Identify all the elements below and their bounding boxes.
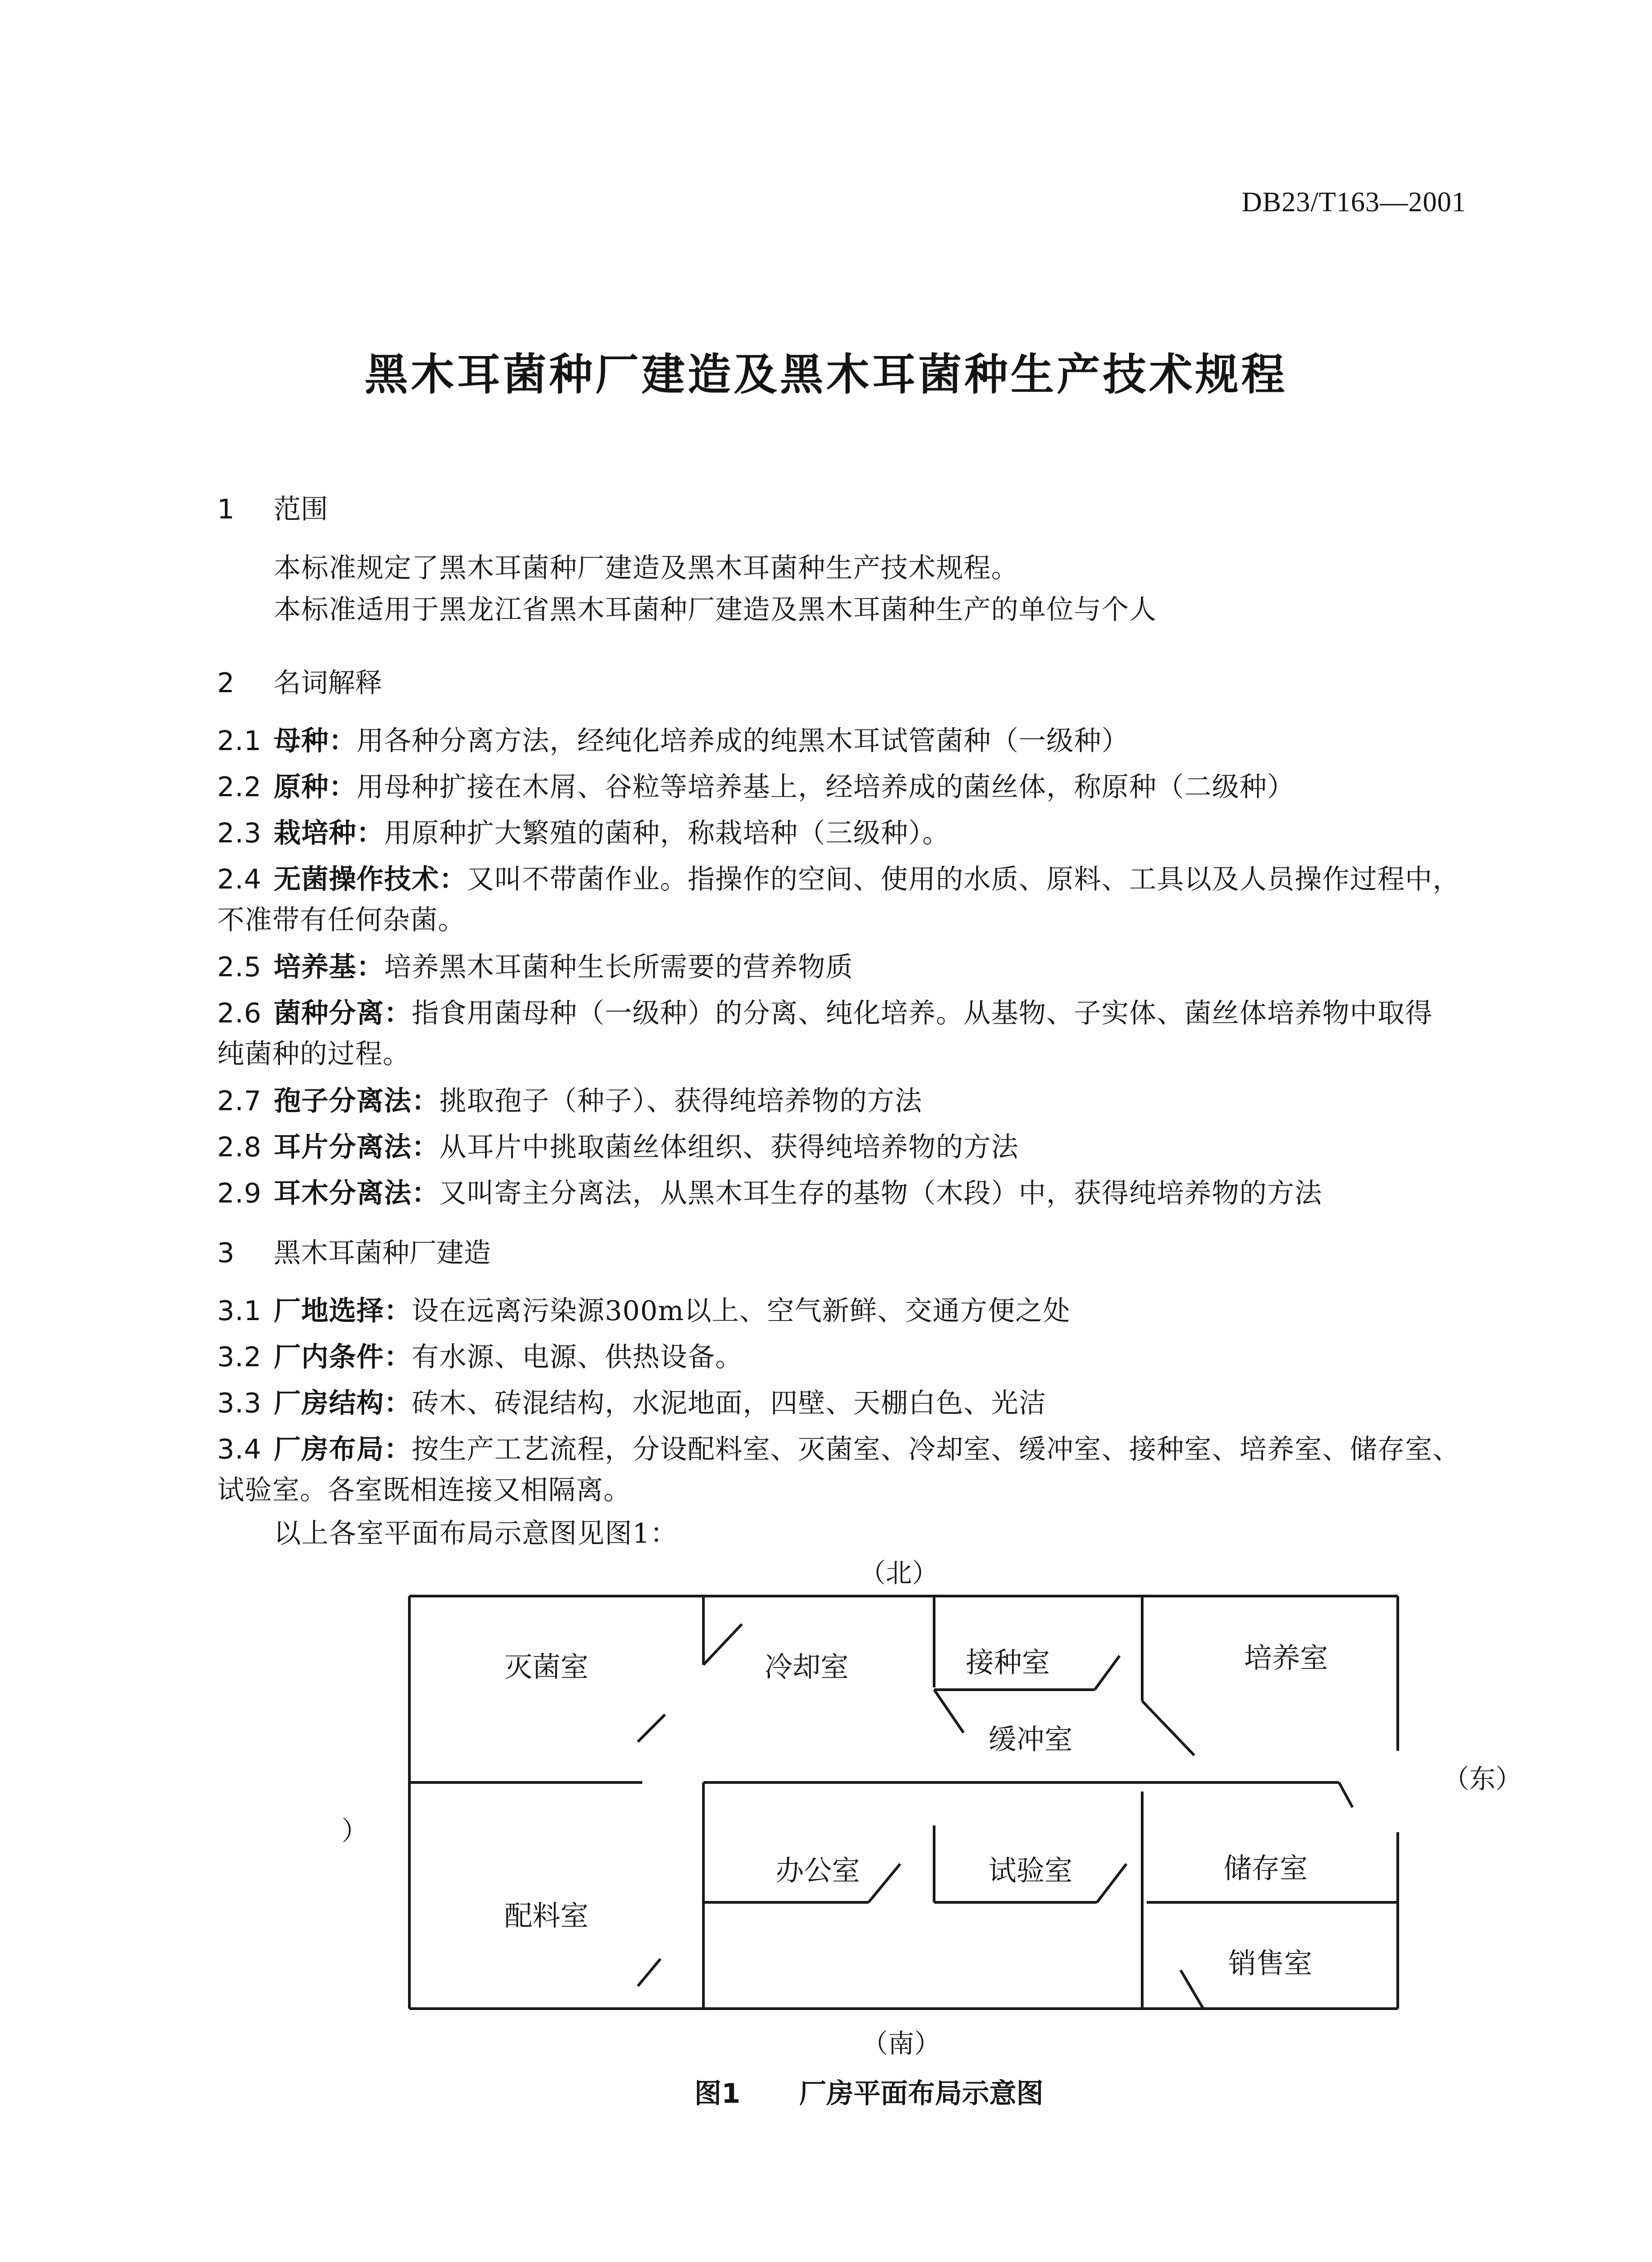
- room-label-office: 办公室: [776, 1854, 860, 1887]
- definition-item: 2.9 耳木分离法：又叫寄主分离法，从黑木耳生存的基物（木段）中，获得纯培养物的方法: [217, 1178, 1322, 1209]
- section-2-heading: 2 名词解释: [217, 667, 382, 699]
- figure-caption: [694, 2072, 1044, 2111]
- definition-item: 2.2 原种：用母种扩接在木屑、谷粒等培养基上，经培养成的菌丝体，称原种（二级种）: [217, 771, 1295, 803]
- definition-item-continuation: 不准带有任何杂菌。: [217, 904, 465, 936]
- construction-item: 3.2 厂内条件：有水源、电源、供热设备。: [217, 1341, 743, 1373]
- door-mark: [638, 1959, 660, 1986]
- door-mark: [638, 1715, 665, 1742]
- definition-item: 2.1 母种：用各种分离方法，经纯化培养成的纯黑木耳试管菌种（一级种）: [217, 725, 1129, 757]
- room-label-inoculation: 接种室: [966, 1646, 1050, 1679]
- section-3-heading: 3 黑木耳菌种厂建造: [217, 1237, 491, 1269]
- room-label-sales: 销售室: [1228, 1947, 1313, 1980]
- north-label: （北）: [859, 1558, 939, 1588]
- figure-title: 厂房平面布局示意图: [799, 2078, 1044, 2110]
- room-label-buffer: 缓冲室: [988, 1723, 1073, 1756]
- south-label: （南）: [862, 2028, 941, 2059]
- door-mark: [869, 1864, 900, 1902]
- door-mark: [1181, 1970, 1203, 2009]
- room-label-sterilization: 灭菌室: [504, 1650, 589, 1683]
- room-label-storage: 储存室: [1224, 1852, 1308, 1885]
- section-1-paragraph: 本标准适用于黑龙江省黑木耳菌种厂建造及黑木耳菌种生产的单位与个人: [274, 594, 1157, 626]
- section-1-heading: 1 范围: [217, 494, 328, 525]
- door-mark: [1142, 1701, 1194, 1755]
- document-title: 黑木耳菌种厂建造及黑木耳菌种生产技术规程: [365, 349, 1287, 400]
- definition-item-continuation: 纯菌种的过程。: [217, 1038, 410, 1070]
- construction-item: 3.1 厂地选择：设在远离污染源300m以上、空气新鲜、交通方便之处: [217, 1295, 1071, 1327]
- door-mark: [703, 1624, 742, 1665]
- room-label-culture: 培养室: [1244, 1641, 1329, 1674]
- section-1-paragraph: 本标准规定了黑木耳菌种厂建造及黑木耳菌种生产技术规程。: [274, 552, 1019, 584]
- door-mark: [1095, 1656, 1120, 1690]
- west-label: ）: [342, 1815, 368, 1846]
- construction-item: 3.4 厂房布局：按生产工艺流程，分设配料室、灭菌室、冷却室、缓冲室、接种室、培养室、储存室、: [217, 1434, 1460, 1465]
- definition-item: 2.6 菌种分离：指食用菌母种（一级种）的分离、纯化培养。从基物、子实体、菌丝体培养物中取得: [217, 998, 1433, 1029]
- document-code: DB23/T163—2001: [1242, 187, 1467, 218]
- door-mark: [1097, 1864, 1126, 1902]
- east-label: （东）: [1443, 1763, 1522, 1794]
- construction-item-continuation: 试验室。各室既相连接又相隔离。: [217, 1474, 631, 1506]
- figure-intro: 以上各室平面布局示意图见图1：: [274, 1518, 678, 1549]
- definition-item: 2.5 培养基：培养黑木耳菌种生长所需要的营养物质: [217, 951, 853, 983]
- room-label-cooling: 冷却室: [764, 1650, 849, 1683]
- definition-item: 2.4 无菌操作技术：又叫不带菌作业。指操作的空间、使用的水质、原料、工具以及人员操作过程中，: [217, 864, 1460, 895]
- definition-item: 2.8 耳片分离法：从耳片中挑取菌丝体组织、获得纯培养物的方法: [217, 1131, 1019, 1163]
- definition-item: 2.3 栽培种：用原种扩大繁殖的菌种，称栽培种（三级种）。: [217, 817, 950, 849]
- construction-item: 3.3 厂房结构：砖木、砖混结构，水泥地面，四壁、天棚白色、光洁: [217, 1388, 1046, 1419]
- door-mark: [1339, 1782, 1353, 1807]
- room-label-batching: 配料室: [504, 1899, 589, 1932]
- room-label-test: 试验室: [988, 1854, 1073, 1887]
- door-mark: [934, 1690, 964, 1733]
- figure-number: 图1: [694, 2078, 741, 2110]
- definition-item: 2.7 孢子分离法：挑取孢子（种子）、获得纯培养物的方法: [217, 1085, 922, 1117]
